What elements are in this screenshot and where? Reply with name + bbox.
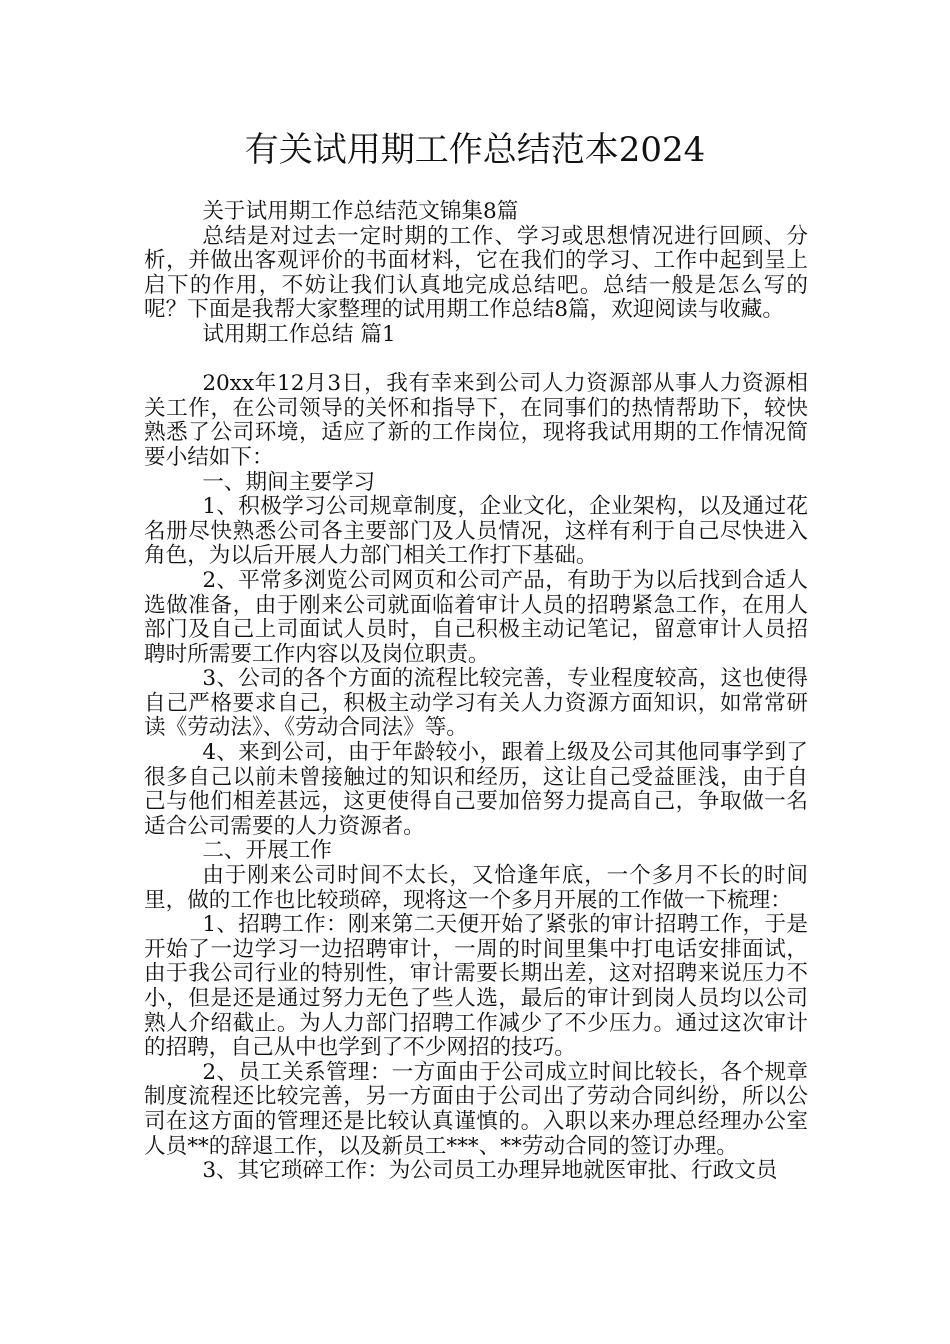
body-paragraph: 由于刚来公司时间不太长，又恰逢年底，一个多月不长的时间里，做的工作也比较琐碎，现将这一个多月开展的工作做一下梳理： bbox=[144, 863, 808, 913]
subtitle-paragraph: 关于试用期工作总结范文锦集8篇 bbox=[202, 199, 519, 224]
document-title: 有关试用期工作总结范本2024 bbox=[244, 130, 706, 170]
document-body bbox=[144, 200, 808, 1184]
body-paragraph: 20xx年12月3日，我有幸来到公司人力资源部从事人力资源相关工作，在公司领导的关怀和指导下，在同事们的热情帮助下，较快熟悉了公司环境，适应了新的工作岗位，现将我试用期的工作情况简要小结如下： bbox=[144, 371, 808, 470]
body-paragraph: 2、员工关系管理：一方面由于公司成立时间比较长，各个规章制度流程还比较完善，另一方面由于公司出了劳动合同纠纷，所以公司在这方面的管理还是比较认真谨慎的。入职以来办理总经理办公室人员**的辞退工作，以及新员工***、**劳动合同的签订办理。 bbox=[144, 1059, 808, 1159]
body-paragraph: 1、积极学习公司规章制度，企业文化，企业架构，以及通过花名册尽快熟悉公司各主要部门及人员情况，这样有利于自己尽快进入角色，为以后开展人力部门相关工作打下基础。 bbox=[144, 494, 808, 569]
section-heading: 一、期间主要学习 bbox=[202, 469, 376, 495]
body-paragraph: 4、来到公司，由于年龄较小，跟着上级及公司其他同事学到了很多自己以前未曾接触过的知识和经历，这让自己受益匪浅，由于自己与他们相差甚远，这更使得自己要加倍努力提高自己，争取做一名适合公司需要的人力资源者。 bbox=[144, 740, 808, 839]
intro-paragraph: 总结是对过去一定时期的工作、学习或思想情况进行回顾、分析，并做出客观评价的书面材料，它在我们的学习、工作中起到呈上启下的作用，不妨让我们认真地完成总结吧。总结一般是怎么写的呢？下面是我帮大家整理的试用期工作总结8篇，欢迎阅读与收藏。 bbox=[144, 223, 808, 323]
body-paragraph: 1、招聘工作：刚来第二天便开始了紧张的审计招聘工作，于是开始了一边学习一边招聘审计，一周的时间里集中打电话安排面试，由于我公司行业的特别性，审计需要长期出差，这对招聘来说压力不小，但是还是通过努力无色了些人选，最后的审计到岗人员均以公司熟人介绍截止。为人力部门招聘工作减少了不少压力。通过这次审计的招聘，自己从中也学到了不少网招的技巧。 bbox=[144, 912, 808, 1061]
body-paragraph: 3、其它琐碎工作：为公司员工办理异地就医审批、行政文员 bbox=[202, 1158, 778, 1184]
body-paragraph: 2、平常多浏览公司网页和公司产品，有助于为以后找到合适人选做准备，由于刚来公司就面临着审计人员的招聘紧急工作，在用人部门及自己上司面试人员时，自己积极主动记笔记，留意审计人员招聘时所需要工作内容以及岗位职责。 bbox=[144, 567, 808, 667]
section-heading: 二、开展工作 bbox=[202, 838, 332, 864]
blank-line bbox=[144, 348, 808, 373]
section-heading: 试用期工作总结 篇1 bbox=[202, 321, 396, 347]
body-paragraph: 3、公司的各个方面的流程比较完善，专业程度较高，这也使得自己严格要求自己，积极主动学习有关人力资源方面知识，如常常研读《劳动法》、《劳动合同法》等。 bbox=[144, 666, 808, 741]
